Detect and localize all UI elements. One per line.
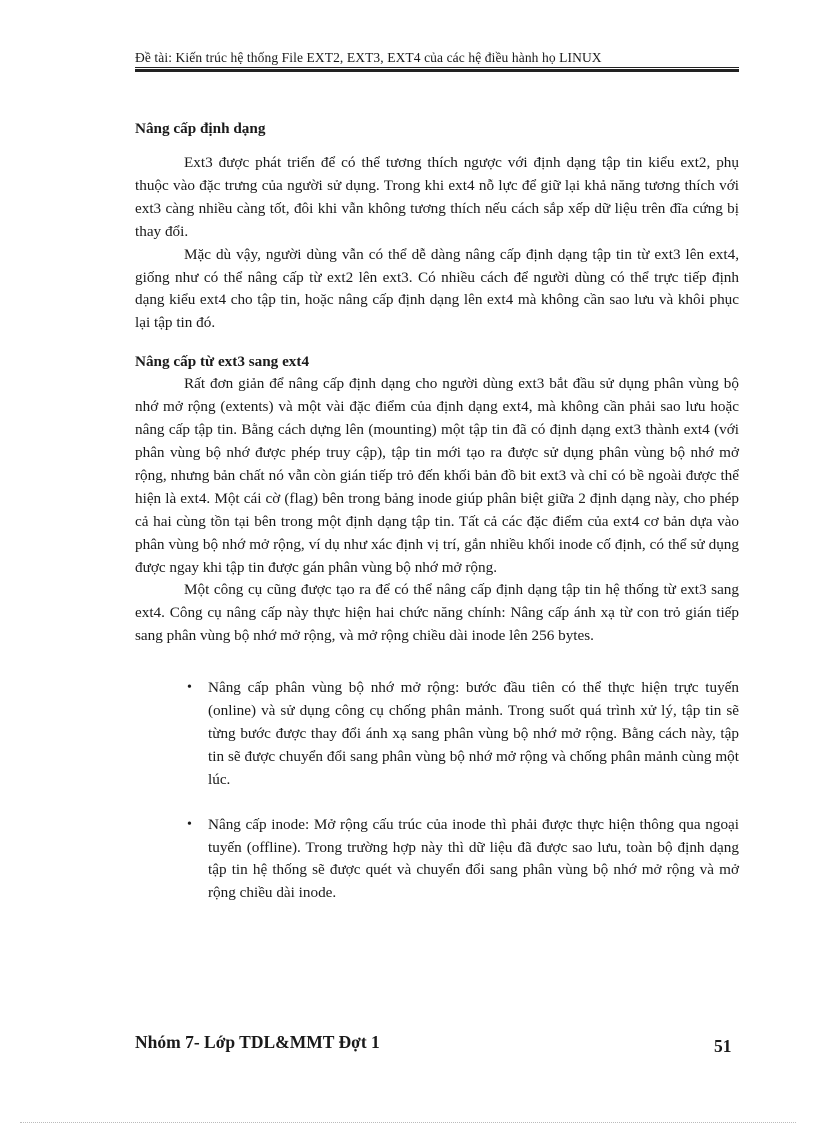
list-item — [135, 814, 739, 906]
paragraph: Rất đơn giản để nâng cấp định dạng cho người dùng ext3 bắt đầu sử dụng phân vùng bộ nhớ mở rộng (extents) và một vài đặc điểm của định dạng ext4, mà không cần phải sao lưu hoặc nâng cấp tập tin. Bằng cách dựng lên (mounting) một tập tin đã có định dạng ext3 thành ext4 (với phân vùng bộ nhớ được phép truy cập), tập tin mới tạo ra được sử dụng phân vùng bộ nhớ mở rộng, nhưng bản chất nó vẫn còn gián tiếp trỏ đến khối bản đồ bit ext3 và chỉ có bề ngoài được thể hiện là ext4. Một cái cờ (flag) bên trong bảng inode giúp phân biệt giữa 2 định dạng này, cho phép cả hai cùng tồn tại bên trong một định dạng tập tin. Tất cả các đặc điểm của ext4 cơ bản dựa vào phân vùng bộ nhớ mở rộng, ví dụ như xác định vị trí, gắn nhiều khối inode cố định, có thể sử dụng được ngay khi tập tin được gán phân vùng bộ nhớ mở rộng. — [135, 375, 739, 576]
bullet-list — [135, 677, 739, 905]
section-heading-ext3-to-ext4: Nâng cấp từ ext3 sang ext4 — [135, 353, 310, 371]
page-number: 51 — [714, 1036, 732, 1056]
running-header: Đề tài: Kiến trúc hệ thống File EXT2, EXT3, EXT4 của các hệ điều hành họ LINUX — [135, 50, 602, 65]
page-body — [135, 118, 739, 905]
section-heading-upgrade-format: Nâng cấp định dạng — [135, 120, 266, 137]
footer-group-label: Nhóm 7- Lớp TDL&MMT Đợt 1 — [135, 1032, 380, 1052]
header-rule-thick — [135, 69, 739, 72]
list-item-text: Nâng cấp inode: Mở rộng cấu trúc của inode thì phải được thực hiện thông qua ngoại tuyến (offline). Trong trường hợp này thì dữ liệu đã được sao lưu, toàn bộ định dạng tập tin hệ thống sẽ được quét và chuyển đổi sang phân vùng bộ nhớ mở rộng và mở rộng chiều dài inode. — [208, 815, 739, 902]
list-item-text: Nâng cấp phân vùng bộ nhớ mở rộng: bước đầu tiên có thể thực hiện trực tuyến (online) và sử dụng công cụ chống phân mảnh. Trong suốt quá trình xử lý, tập tin sẽ từng bước được thay đổi ánh xạ sang phân vùng bộ nhớ mở rộng. Bằng cách này, tập tin sẽ được chuyển đổi sang phân vùng bộ nhớ mở rộng và chống phân mảnh cùng một lúc. — [208, 679, 739, 788]
header-rule-thin — [135, 67, 739, 68]
paragraph: Một công cụ cũng được tạo ra để có thể nâng cấp định dạng tập tin hệ thống từ ext3 sang ext4. Công cụ nâng cấp này thực hiện hai chức năng chính: Nâng cấp ánh xạ từ con trỏ gián tiếp sang phân vùng bộ nhớ mở rộng, và mở rộng chiều dài inode lên 256 bytes. — [135, 581, 739, 645]
paragraph: Ext3 được phát triển để có thể tương thích ngược với định dạng tập tin kiểu ext2, phụ thuộc vào đặc trưng của người sử dụng. Trong khi ext4 nỗ lực để giữ lại khả năng tương thích với ext3 càng nhiều càng tốt, đôi khi vẫn không tương thích nếu cách sắp xếp dữ liệu trên đĩa cứng bị thay đổi. — [135, 154, 739, 240]
list-item — [135, 677, 739, 792]
bullet-icon: • — [187, 680, 192, 696]
bullet-icon: • — [187, 816, 192, 832]
paragraph: Mặc dù vậy, người dùng vẫn có thể dễ dàng nâng cấp định dạng tập tin từ ext3 lên ext4, giống như có thể nâng cấp từ ext2 lên ext3. Có nhiều cách để người dùng có thể trực tiếp định dạng kiểu ext4 cho tập tin, hoặc nâng cấp định dạng lên ext4 mà không cần sao lưu và khôi phục lại tập tin đó. — [135, 245, 739, 332]
